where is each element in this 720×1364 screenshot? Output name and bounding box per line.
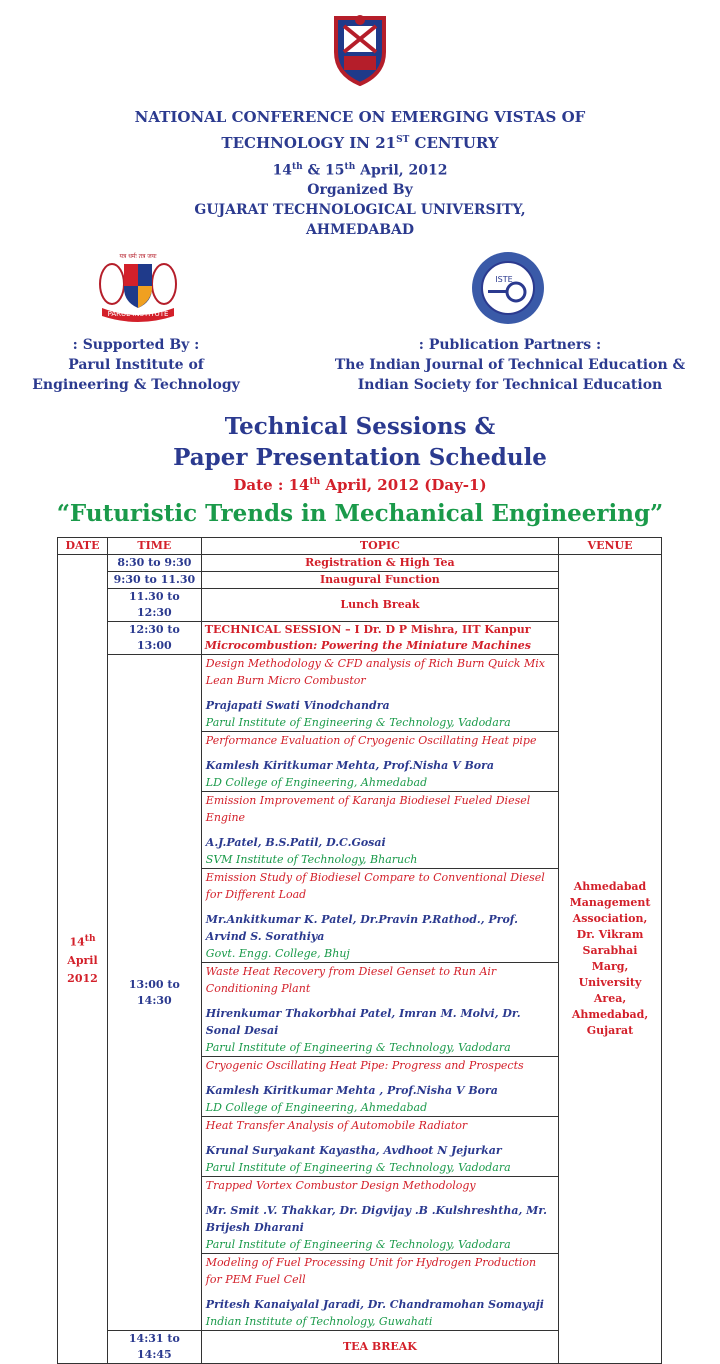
header-topic: TOPIC [201,538,558,555]
organizer-line2: AHMEDABAD [305,222,415,238]
paper-authors: Kamlesh Kiritkumar Mehta, Prof.Nisha V Bora [205,759,495,772]
supported-by-label: : Supported By : [72,337,200,353]
header-date: DATE [58,538,108,555]
venue-cell: Ahmedabad Management Association, Dr. Vikram Sarabhai Marg, University Area, Ahmedabad, Gujarat [559,555,662,1364]
paper-title: Emission Improvement of Karanja Biodiesel Fueled Diesel Engine [205,794,531,824]
papers-time: 13:00 to 14:30 [107,655,201,1331]
parul-motto-text: यत्र धर्मः तत्र जयः [119,253,157,260]
conference-dates: 14th & 15th April, 2012 [272,162,448,179]
paper-institute: Parul Institute of Engineering & Technology, Vadodara [205,716,511,729]
paper-institute: Parul Institute of Engineering & Technology, Vadodara [205,1161,511,1174]
paper-title: Waste Heat Recovery from Diesel Genset to Run Air Conditioning Plant [205,965,497,995]
paper-entry [202,869,558,963]
session-time: 12:30 to 13:00 [107,622,201,655]
iste-logo [470,250,546,326]
paper-authors: Hirenkumar Thakorbhai Patel, Imran M. Molvi, Dr. Sonal Desai [205,1007,521,1037]
paper-institute: Parul Institute of Engineering & Technology, Vadodara [205,1041,511,1054]
conference-title-line1: NATIONAL CONFERENCE ON EMERGING VISTAS OF [134,108,586,126]
schedule-table [57,537,662,1364]
paper-title: Design Methodology & CFD analysis of Rich Burn Quick Mix Lean Burn Micro Combustor [205,657,545,687]
paper-title: Modeling of Fuel Processing Unit for Hydrogen Production for PEM Fuel Cell [205,1256,537,1286]
paper-authors: Prajapati Swati Vinodchandra [205,699,390,712]
publication-partners [310,335,710,395]
topic-cell: Lunch Break [201,589,558,622]
conference-title-line2: TECHNOLOGY IN 21ST CENTURY [221,134,499,152]
organized-by: Organized By [307,182,413,198]
publication-partners-line2: Indian Society for Technical Education [357,377,663,393]
paper-title: Heat Transfer Analysis of Automobile Radiator [205,1119,468,1132]
parul-logo-text: PARUL INSTITUTE [107,310,169,318]
tea-time: 14:31 to 14:45 [107,1331,201,1364]
organizer-line1: GUJARAT TECHNOLOGICAL UNIVERSITY, [194,202,526,218]
iste-logo-text: ISTE [495,275,513,284]
paper-entry [202,963,558,1057]
supported-by-line2: Engineering & Technology [32,377,240,393]
publication-partners-label: : Publication Partners : [418,337,602,353]
paper-entry [202,792,558,869]
paper-authors: Kamlesh Kiritkumar Mehta , Prof.Nisha V Bora [205,1084,498,1097]
schedule-date: Date : 14th April, 2012 (Day-1) [233,476,487,494]
paper-institute: LD College of Engineering, Ahmedabad [205,1101,428,1114]
header-venue: VENUE [559,538,662,555]
paper-entry [202,732,558,792]
session-topic [201,622,558,655]
time-cell: 9:30 to 11.30 [107,572,201,589]
supported-by [10,335,262,395]
paper-authors: Mr. Smit .V. Thakkar, Dr. Digvijay .B .Kulshreshtha, Mr. Brijesh Dharani [205,1204,547,1234]
time-cell: 11.30 to 12:30 [107,589,201,622]
paper-entry [202,1177,558,1254]
paper-title: Cryogenic Oscillating Heat Pipe: Progress and Prospects [205,1059,524,1072]
paper-entry [202,1057,558,1117]
schedule-heading-line2: Paper Presentation Schedule [173,444,547,471]
paper-title: Performance Evaluation of Cryogenic Oscillating Heat pipe [205,734,537,747]
time-cell: 8:30 to 9:30 [107,555,201,572]
table-header-row [58,538,662,555]
paper-entry [202,1254,558,1330]
topic-cell: Registration & High Tea [201,555,558,572]
papers-list [201,655,558,1331]
tea-topic: TEA BREAK [201,1331,558,1364]
paper-title: Trapped Vortex Combustor Design Methodology [205,1179,476,1192]
table-row [58,555,662,572]
schedule-heading-line1: Technical Sessions & [224,413,496,440]
paper-institute: SVM Institute of Technology, Bharuch [205,853,418,866]
paper-authors: Krunal Suryakant Kayastha, Avdhoot N Jejurkar [205,1144,502,1157]
paper-institute: LD College of Engineering, Ahmedabad [205,776,428,789]
topic-cell: Inaugural Function [201,572,558,589]
publication-partners-line1: The Indian Journal of Technical Education & [334,357,686,373]
session-title: TECHNICAL SESSION – I Dr. D P Mishra, IIT Kanpur [204,623,531,636]
paper-authors: Mr.Ankitkumar K. Patel, Dr.Pravin P.Rathod., Prof. Arvind S. Sorathiya [205,913,518,943]
paper-title: Emission Study of Biodiesel Compare to Conventional Diesel for Different Load [205,871,545,901]
header-time: TIME [107,538,201,555]
parul-institute-logo [92,250,184,322]
paper-institute: Govt. Engg. College, Bhuj [205,947,350,960]
date-cell: 14th April 2012 [58,555,108,1364]
theme-title: “Futuristic Trends in Mechanical Engineering” [56,500,664,527]
paper-authors: A.J.Patel, B.S.Patil, D.C.Gosai [205,836,386,849]
paper-authors: Pritesh Kanaiyalal Jaradi, Dr. Chandramohan Somayaji [205,1298,544,1311]
gtu-logo [330,12,390,88]
session-talk: Microcombustion: Powering the Miniature Machines [204,639,531,652]
paper-institute: Indian Institute of Technology, Guwahati [205,1315,433,1328]
paper-institute: Parul Institute of Engineering & Technology, Vadodara [205,1238,511,1251]
supported-by-line1: Parul Institute of [68,357,204,373]
paper-entry [202,655,558,732]
paper-entry [202,1117,558,1177]
